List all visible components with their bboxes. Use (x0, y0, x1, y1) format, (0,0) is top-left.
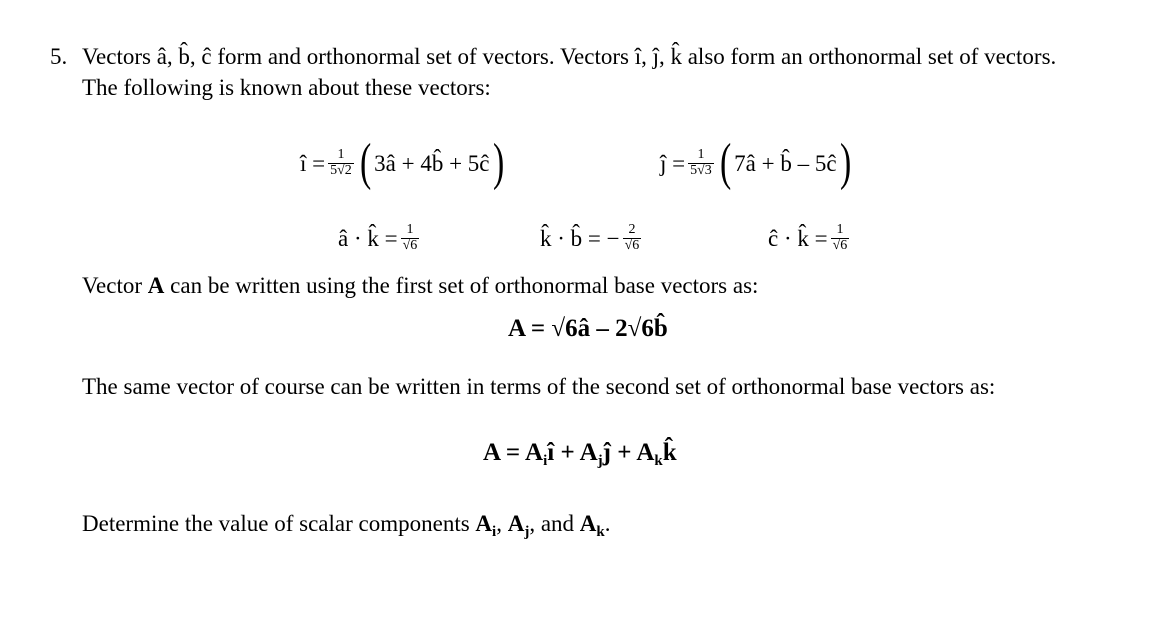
dot-c-k (768, 215, 852, 261)
line5-Aj: A (507, 511, 525, 536)
eq-A2-mid1: î + A (547, 439, 598, 466)
dot-kb-lhs: k̂ · b̂ = − (540, 225, 620, 251)
line5-sep2: , and (529, 511, 580, 536)
eq-i-fraction (328, 148, 354, 178)
line3-pre: Vector (82, 273, 148, 298)
dot-kb-fraction (623, 223, 642, 253)
problem-line-4: The same vector of course can be written in terms of the second set of orthonormal base vectors as: (82, 374, 996, 399)
problem-line-3 (82, 274, 758, 297)
left-paren: ( (359, 134, 372, 191)
equation-A-second-basis (483, 440, 677, 469)
line5-sep1: , (496, 511, 508, 536)
line5-Ai: A (475, 511, 493, 536)
right-paren: ) (492, 134, 504, 191)
eq-j-body: 7â + b̂ – 5ĉ (734, 150, 837, 176)
dot-ak-fraction (401, 223, 420, 253)
eq-i-frac-num: 1 (328, 148, 354, 164)
dot-ck-fraction (831, 223, 850, 253)
eq-i-frac-den: 5√2 (330, 162, 352, 178)
eq-A2-end: k̂ (662, 439, 677, 466)
problem-line-2: The following is known about these vectors: (82, 75, 491, 100)
line5-sub-j: j (524, 524, 530, 540)
problem-line-1: Vectors â, b̂, ĉ form and orthonormal set of vectors. Vectors î, ĵ, k̂ also form an orthonormal set of vectors. (82, 44, 1057, 69)
dot-ak-lhs: â · k̂ = (338, 225, 398, 251)
line5-sub-i: i (492, 524, 497, 540)
dot-a-k (338, 215, 422, 261)
dot-k-b (540, 215, 644, 261)
eq-j-lhs: ĵ = (660, 150, 686, 176)
eq-i-body: 3â + 4b̂ + 5ĉ (374, 150, 490, 176)
eq-j-frac-num: 1 (688, 148, 714, 164)
dot-kb-num: 2 (623, 223, 642, 239)
dot-ak-num: 1 (401, 223, 420, 239)
right-paren: ) (839, 134, 851, 191)
equation-A-first-basis: A = √6â – 2√6b̂ (508, 315, 668, 342)
equation-j-hat (660, 133, 854, 193)
equation-i-hat (300, 133, 507, 193)
eq-j-frac-den: 5√3 (690, 162, 712, 178)
dot-ck-lhs: ĉ · k̂ = (768, 225, 828, 251)
line5-end: . (604, 511, 611, 536)
line3-vector-A: A (147, 273, 165, 298)
eq-A2-sub-k: k (654, 453, 663, 469)
problem-number: 5. (50, 44, 68, 69)
left-paren: ( (719, 134, 732, 191)
line5-pre: Determine the value of scalar components (82, 511, 476, 536)
eq-j-fraction (688, 148, 714, 178)
eq-A2-mid2: ĵ + A (602, 439, 655, 466)
eq-A2-sub-j: j (597, 453, 603, 469)
line3-post: can be written using the first set of orthonormal base vectors as: (164, 273, 759, 298)
eq-A2-start: A = A (483, 439, 544, 466)
dot-kb-den: √6 (624, 237, 640, 253)
line5-Ak: A (579, 511, 597, 536)
dot-ck-num: 1 (831, 223, 850, 239)
problem-line-5 (82, 512, 611, 540)
eq-A2-sub-i: i (543, 453, 548, 469)
line5-sub-k: k (596, 524, 605, 540)
dot-ck-den: √6 (832, 237, 848, 253)
eq-i-lhs: î = (300, 150, 326, 176)
dot-ak-den: √6 (402, 237, 418, 253)
